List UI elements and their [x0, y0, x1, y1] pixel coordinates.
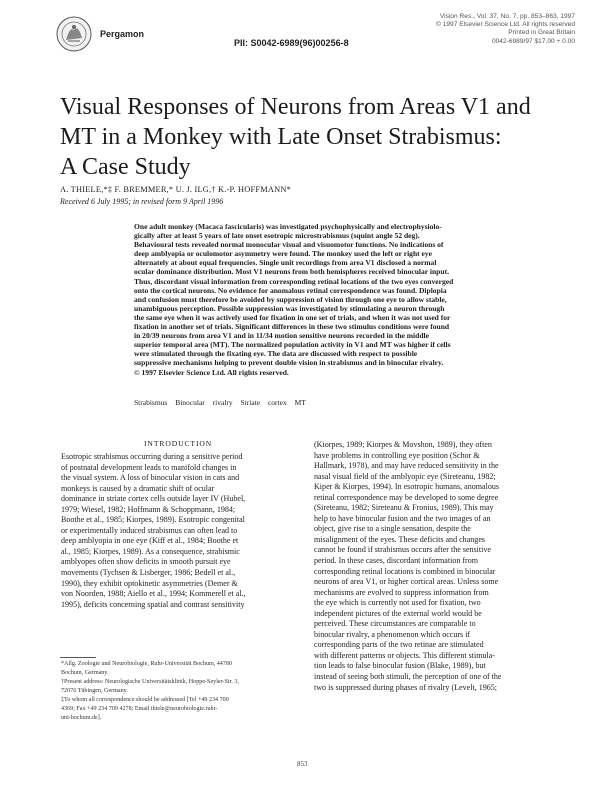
- body-line: misalignment of the eyes. These deficits and changes: [314, 534, 486, 544]
- journal-info-line: Vision Res., Vol. 37, No. 7, pp. 853–863, 1997: [439, 13, 575, 20]
- body-line: independent pictures of the external world would be: [314, 608, 482, 618]
- body-line: movements (Tychsen & Lisberger, 1986; Bedell et al.,: [61, 568, 236, 578]
- footnote-line: uni-bochum.de].: [61, 715, 102, 721]
- footnote-divider: [60, 657, 96, 658]
- footnote-line: 4369; Fax +49 234 709 4278; Email thiele@neurobiologie.ruhr-: [61, 706, 218, 712]
- body-line: 1995), deficits concerning spatial and contrast sensitivity: [61, 599, 245, 609]
- journal-info-line: © 1997 Elsevier Science Ltd. All rights reserved: [436, 21, 575, 29]
- body-line: al., 1985; Kiorpes, 1989). As a consequence, strabismic: [61, 546, 240, 556]
- body-line: the visual system. A loss of binocular vision in cats and: [61, 473, 240, 483]
- title-line: A Case Study: [60, 154, 191, 180]
- body-line: perceived. These circumstances are comparable to: [314, 619, 476, 629]
- body-line: deep amblyopia in one eye (Kiff et al., 1984; Boothe et: [61, 536, 239, 546]
- footnote-line: ‡To whom all correspondence should be addressed [Tel +49 234 700: [61, 697, 229, 703]
- abstract-line: onto the cortical neurons. No evidence for anomalous retinal correspondence was found. Diplopia: [134, 285, 447, 295]
- body-line: 1979; Wiesel, 1982; Hoffmann & Schoppmann, 1984;: [61, 504, 236, 514]
- abstract-line: gically after at least 5 years of late onset esotropic microstrabismus (squint angle 52 deg).: [134, 231, 420, 241]
- abstract-line: One adult monkey (Macaca fascicularis) was investigated psychophysically and electrophysiolo-: [134, 222, 442, 231]
- body-line: (Sireteanu, 1982; Sireteanu & Fronius, 1989). This may: [314, 503, 494, 513]
- journal-info-line: 0042-6989/97 $17.00 + 0.00: [491, 37, 575, 45]
- body-line: 1990), they exhibit optokinetic asymmetries (Demer &: [61, 578, 238, 588]
- body-line: instead of seeing both stimuli, the perception of one of the: [314, 672, 502, 682]
- body-column-left: [61, 452, 312, 610]
- body-line: binocular rivalry, a phenomenon which occurs if: [314, 629, 471, 639]
- body-line: dominance in striate cortex cells outside layer IV (Hubel,: [61, 494, 246, 504]
- abstract-line: in 20/39 neurons from area V1 and in 11/34 motion sensitive neurons recorded in the middle: [134, 331, 429, 341]
- body-line: Hallmark, 1978), and may have reduced sensitivity in the: [314, 461, 499, 471]
- abstract-line: ocular dominance distribution. Most V1 neurons from both hemispheres received binocular input.: [134, 267, 449, 277]
- body-line: corresponding retinal locations is combined in binocular: [314, 566, 496, 576]
- abstract-line: alternately at about equal frequencies. Single unit recordings from area V1 disclosed a normal: [134, 258, 437, 268]
- page-number: 853: [297, 760, 308, 768]
- body-column-right: [314, 440, 562, 693]
- abstract-line: superior temporal area (MT). The normalized population activity in V1 and MT was higher if cells: [134, 340, 451, 350]
- body-line: Kiper & Kiorpes, 1994). In esotropic humans, anomalous: [314, 482, 500, 492]
- abstract-line: Behavioural tests revealed normal monocular visual and visuomotor functions. No indications of: [134, 240, 444, 250]
- footnote-line: †Present address: Neurologische Universitätsklinik, Hoppe-Seyler-Str. 3,: [61, 679, 239, 685]
- body-line: corresponding parts of the two retinae are stimulated: [314, 640, 484, 650]
- body-line: monkeys is caused by a dramatic shift of ocular: [61, 483, 215, 493]
- abstract-line: deep amblyopia or oculomotor asymmetry were found. The monkey used the left or right eye: [134, 249, 433, 259]
- body-line: two is suppressed during phases of rivalry (Levelt, 1965;: [314, 682, 498, 692]
- received-dates: Received 6 July 1995; in revised form 9 April 1996: [60, 197, 224, 206]
- body-line: neurons of area V1, or higher cortical areas. Unless some: [314, 577, 499, 587]
- body-line: tion leads to false binocular fusion (Blake, 1989), but: [314, 661, 486, 671]
- abstract-line: © 1997 Elsevier Science Ltd. All rights reserved.: [134, 367, 289, 377]
- body-line: Boothe et al., 1985; Kiorpes, 1989). Esotropic congenital: [61, 515, 245, 525]
- abstract-line: were stimulated through the fixating eye. The data are discussed with respect to possible: [134, 349, 418, 359]
- footnote-line: 72076 Tübingen, Germany.: [61, 688, 128, 694]
- body-line: with different patterns or objects. This different stimula-: [314, 650, 496, 660]
- journal-info: [410, 13, 575, 46]
- body-line: nasal visual field of the amblyopic eye (Sireteanu, 1982;: [314, 471, 496, 481]
- abstract: [134, 222, 554, 377]
- body-line: cannot be found if strabismus occurs after the sensitive: [314, 545, 491, 555]
- body-line: or experimentally induced strabismus can often lead to: [61, 525, 238, 535]
- abstract-line: unambiguous perception. Possible suppression was investigated by stimulating a neuron through: [134, 303, 445, 313]
- body-line: period. In these cases, discordant information from: [314, 556, 479, 566]
- footnotes: [61, 660, 313, 723]
- body-line: object, give rise to a single sensation, despite the: [314, 524, 471, 534]
- body-line: have problems in controlling eye position (Schor &: [314, 450, 480, 460]
- abstract-line: suppressive mechanisms helping to prevent double vision in strabismus and in binocular rivalry.: [134, 358, 444, 368]
- body-line: help to have binocular fusion and the two images of an: [314, 513, 491, 523]
- body-line: amblyopes often show deficits in smooth pursuit eye: [61, 557, 231, 567]
- body-line: of postnatal development leads to manifold changes in: [61, 462, 237, 472]
- body-line: mechanisms are evolved to suppress information from: [314, 587, 489, 597]
- keywords: Strabismus Binocular rivalry Striate cortex MT: [134, 398, 306, 407]
- author-list: A. THIELE,*‡ F. BREMMER,* U. J. ILG,† K.-P. HOFFMANN*: [60, 185, 292, 194]
- abstract-line: and confusion must therefore be avoided by suppression of vision through one eye to allow stable,: [134, 294, 447, 304]
- abstract-line: fixation in another set of trials. Significant differences in these two stimulus conditions were found: [134, 322, 450, 332]
- body-line: (Kiorpes, 1989; Kiorpes & Movshon, 1989), they often: [314, 440, 492, 449]
- body-line: Esotropic strabismus occurring during a sensitive period: [61, 452, 243, 461]
- section-heading-introduction: INTRODUCTION: [144, 439, 213, 448]
- publisher-name: Pergamon: [100, 29, 145, 39]
- abstract-line: the same eye when it was actively used for fixation in one set of trials, and when it was not used for: [134, 312, 451, 322]
- abstract-line: Thus, discordant visual information from corresponding retinal locations of the two eyes converged: [134, 276, 454, 286]
- publisher-logo: [56, 16, 92, 52]
- pii-code: PII: S0042-6989(96)00256-8: [234, 38, 349, 48]
- footnote-line: *Allg. Zoologie und Neurobiologie, Ruhr-Universität Bochum, 44780: [61, 661, 232, 667]
- footnote-line: Bochum, Germany.: [61, 670, 109, 676]
- body-line: the eye which is currently not used for fixation, two: [314, 598, 481, 608]
- journal-info-line: Printed in Great Britain: [508, 29, 575, 37]
- body-line: von Noorden, 1988; Aiello et al., 1994; Kommerell et al.,: [61, 589, 246, 599]
- title-line: MT in a Monkey with Late Onset Strabismus:: [60, 124, 502, 150]
- article-title: [60, 92, 580, 182]
- body-line: retinal correspondence may be developed to some degree: [314, 492, 499, 502]
- title-line: Visual Responses of Neurons from Areas V1 and: [60, 94, 531, 120]
